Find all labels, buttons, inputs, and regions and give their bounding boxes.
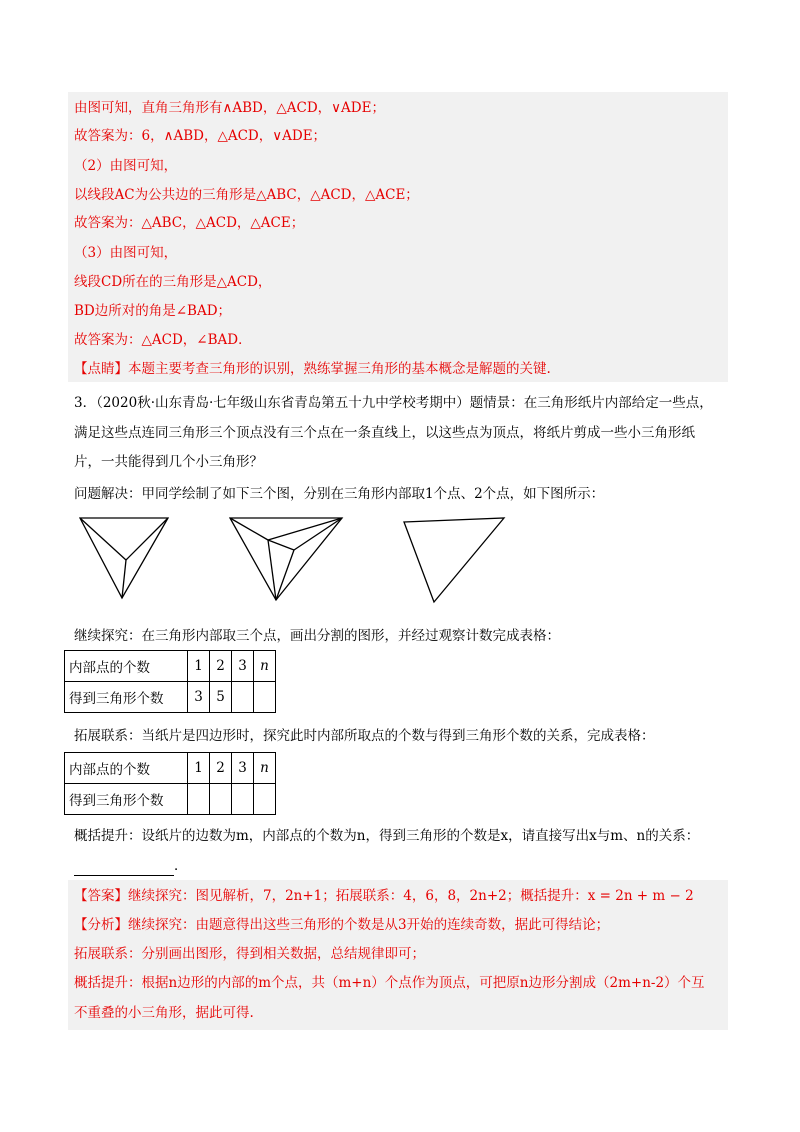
comment-tag: 【点睛】 <box>74 361 128 377</box>
answer-line: 故答案为：△ABC，△ACD，△ACE； <box>74 215 305 231</box>
problem-line: 3．（2020秋·山东青岛·七年级山东省青岛第五十九中学校考期中）题情景：在三角形纸片内部给定一些点， <box>74 395 713 411</box>
summary-text: 概括提升：设纸片的边数为m，内部点的个数为n，得到三角形的个数是x，请直接写出x与m、n的关系： <box>74 828 700 844</box>
table-cell <box>254 784 276 815</box>
triangle-outline <box>404 518 504 602</box>
continue-explore-text: 继续探究：在三角形内部取三个点，画出分割的图形，并经过观察计数完成表格： <box>74 628 560 644</box>
figure-one-point <box>76 510 172 602</box>
answer-line: （2）由图可知， <box>74 158 178 174</box>
segment <box>80 518 126 560</box>
table-triangle-points <box>64 650 276 713</box>
analysis-text: 继续探究：由题意得出这些三角形的个数是从3开始的连续奇数，据此可得结论； <box>128 917 610 933</box>
table-cell: 3 <box>188 682 210 713</box>
table-quadrilateral-points <box>64 752 276 815</box>
problem-line: 片，一共能得到几个小三角形？ <box>74 454 263 470</box>
segment <box>294 518 342 550</box>
problem-line: 满足这些点连同三角形三个顶点没有三个点在一条直线上，以这些点为顶点，将纸片剪成一些小三角形纸 <box>74 425 695 441</box>
table-row <box>65 753 276 784</box>
table-cell <box>254 682 276 713</box>
answer-blank <box>74 861 174 876</box>
analysis-tag: 【分析】 <box>74 917 128 933</box>
answer-line: 线段CD所在的三角形是△ACD， <box>74 274 272 290</box>
table-cell: 3 <box>232 651 254 682</box>
table-cell: 得到三角形个数 <box>65 682 188 713</box>
table-cell <box>232 784 254 815</box>
table-cell: 内部点的个数 <box>65 651 188 682</box>
comment-line <box>74 359 551 379</box>
segment <box>268 540 276 600</box>
table-row <box>65 651 276 682</box>
answer-text: 继续探究：图见解析，7，2n+1；拓展联系：4，6，8，2n+2；概括提升：x = 2n + m − 2 <box>128 888 694 904</box>
figure-empty-triangle <box>400 514 510 606</box>
table-cell: n <box>254 753 276 784</box>
answer-line: BD边所对的角是∠BAD； <box>74 303 232 319</box>
table-cell <box>232 682 254 713</box>
solution-analysis-line <box>74 915 609 935</box>
answer-line: 故答案为：6，∧ABD，△ACD，∨ADE； <box>74 128 327 144</box>
table-row <box>65 682 276 713</box>
problem-line: 问题解决：甲同学绘制了如下三个图，分别在三角形内部取1个点、2个点，如下图所示： <box>74 486 605 502</box>
table-cell: 5 <box>210 682 232 713</box>
solution-answer-line <box>74 886 694 906</box>
table-cell: n <box>254 651 276 682</box>
triangle-outline <box>230 518 342 600</box>
answer-line: 以线段AC为公共边的三角形是△ABC，△ACD，△ACE； <box>74 187 419 203</box>
solution-line: 不重叠的小三角形，据此可得. <box>74 1005 254 1021</box>
answer-blank-line <box>74 856 188 876</box>
table-cell: 2 <box>210 651 232 682</box>
answer-line: 故答案为：△ACD，∠BAD． <box>74 332 252 348</box>
table-cell <box>210 784 232 815</box>
table-row <box>65 784 276 815</box>
table-cell: 1 <box>188 651 210 682</box>
table-cell: 内部点的个数 <box>65 753 188 784</box>
table-cell: 1 <box>188 753 210 784</box>
solution-line: 概括提升：根据n边形的内部的m个点，共（m+n）个点作为顶点，可把原n边形分割成（2m+n-2）个互 <box>74 975 705 991</box>
blank-end-mark: ． <box>174 858 188 874</box>
comment-text: 本题主要考查三角形的识别，熟练掌握三角形的基本概念是解题的关键. <box>128 361 551 377</box>
solution-line: 拓展联系：分别画出图形，得到相关数据，总结规律即可； <box>74 946 425 962</box>
table-cell: 得到三角形个数 <box>65 784 188 815</box>
answer-line: 由图可知，直角三角形有∧ABD，△ACD，∨ADE； <box>74 100 385 116</box>
segment <box>276 550 294 600</box>
extend-text: 拓展联系：当纸片是四边形时，探究此时内部所取点的个数与得到三角形个数的关系，完成表格： <box>74 728 655 744</box>
segment <box>268 540 294 550</box>
segment <box>268 518 342 540</box>
table-cell: 2 <box>210 753 232 784</box>
answer-tag: 【答案】 <box>74 888 128 904</box>
figure-two-points <box>226 510 346 604</box>
table-cell: 3 <box>232 753 254 784</box>
answer-line: （3）由图可知， <box>74 245 178 261</box>
table-cell <box>188 784 210 815</box>
